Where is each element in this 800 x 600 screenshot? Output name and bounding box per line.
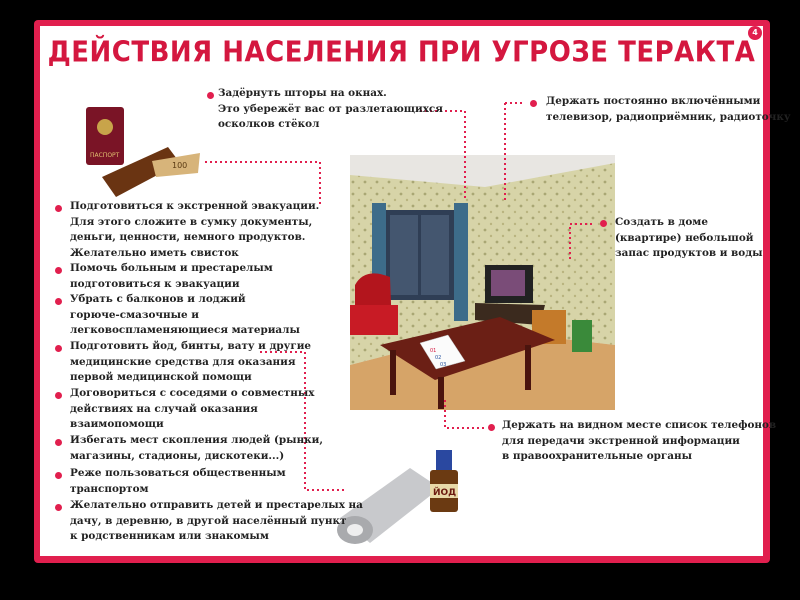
help-elderly-line-1: Помочь больным и престарелым [70, 262, 273, 274]
iodine-label: ЙОД [433, 488, 457, 498]
bullet-send-children [55, 504, 62, 511]
left-item-balconies [70, 292, 300, 339]
phone-list-03: 03 [440, 362, 447, 368]
bullet-evacuation [55, 205, 62, 212]
balconies-line-2: горюче-смазочные и [70, 308, 199, 321]
transport-line-2: транспортом [70, 482, 149, 495]
evacuation-line-1: Подготовиться к экстренной эвакуации. [70, 200, 320, 212]
neighbors-line-1: Договориться с соседями о совместных [70, 387, 315, 399]
phones-line-2: для передачи экстренной информации [502, 434, 740, 447]
bullet-supplies [600, 220, 607, 227]
bullet-help-elderly [55, 267, 62, 274]
send-children-line-3: к родственникам или знакомым [70, 530, 269, 542]
phone-list-02: 02 [435, 355, 442, 361]
medical-line-2: медицинские средства для оказания [70, 355, 296, 368]
left-item-medical [70, 339, 311, 386]
neighbors-line-2: действиях на случай оказания [70, 402, 258, 415]
left-item-crowds [70, 433, 323, 464]
send-children-line-1: Желательно отправить детей и престарелых на [70, 499, 363, 511]
evacuation-line-4: Желательно иметь свисток [70, 246, 239, 259]
neighbors-line-3: взаимопомощи [70, 418, 164, 430]
phones-text [502, 418, 776, 465]
supplies-line-1: Создать в доме [615, 216, 708, 228]
left-item-help-elderly [70, 261, 273, 292]
bullet-balconies [55, 298, 62, 305]
bullet-medical [55, 345, 62, 352]
phones-line-3: в правоохранительные органы [502, 450, 693, 462]
bullet-transport [55, 472, 62, 479]
bullet-phones [488, 424, 495, 431]
medical-line-1: Подготовить йод, бинты, вату и другие [70, 340, 312, 352]
bullet-curtains [207, 92, 214, 99]
bullet-crowds [55, 439, 62, 446]
medical-line-3: первой медицинской помощи [70, 371, 252, 383]
curtains-line-3: осколков стёкол [218, 118, 320, 130]
send-children-line-2: дачу, в деревню, в другой населённый пункт [70, 514, 347, 527]
poster-title: ДЕЙСТВИЯ НАСЕЛЕНИЯ ПРИ УГРОЗЕ ТЕРАКТА [47, 36, 756, 70]
banknote-label: 100 [172, 161, 188, 170]
tv-line-1: Держать постоянно включёнными [546, 95, 761, 107]
bullet-neighbors [55, 392, 62, 399]
bullet-tv [530, 100, 537, 107]
left-item-neighbors [70, 386, 314, 433]
tv-line-2: телевизор, радиоприёмник, радиоточку [546, 110, 791, 123]
phone-list-01: 01 [430, 348, 437, 354]
left-item-evacuation [70, 199, 319, 261]
transport-line-1: Реже пользоваться общественным [70, 467, 286, 479]
help-elderly-line-2: подготовиться к эвакуации [70, 277, 240, 290]
supplies-line-2: (квартире) небольшой [615, 231, 754, 244]
curtains-line-1: Задёрнуть шторы на окнах. [218, 87, 387, 99]
left-item-send-children [70, 498, 363, 545]
page-badge: 4 [748, 26, 762, 40]
curtains-text [218, 86, 443, 133]
passport-label: ПАСПОРТ [90, 152, 120, 159]
crowds-line-1: Избегать мест скопления людей (рынки, [70, 434, 323, 446]
phones-line-1: Держать на видном месте список телефонов [502, 419, 777, 431]
supplies-text [615, 215, 763, 262]
supplies-line-3: запас продуктов и воды [615, 247, 763, 259]
balconies-line-1: Убрать с балконов и лоджий [70, 293, 246, 305]
left-item-transport [70, 466, 286, 497]
crowds-line-2: магазины, стадионы, дискотеки...) [70, 449, 285, 462]
tv-text [546, 94, 791, 125]
curtains-line-2: Это убережёт вас от разлетающихся [218, 102, 443, 115]
evacuation-line-3: деньги, ценности, немного продуктов. [70, 231, 306, 243]
evacuation-line-2: Для этого сложите в сумку документы, [70, 215, 313, 228]
balconies-line-3: легковоспламеняющиеся материалы [70, 324, 300, 336]
